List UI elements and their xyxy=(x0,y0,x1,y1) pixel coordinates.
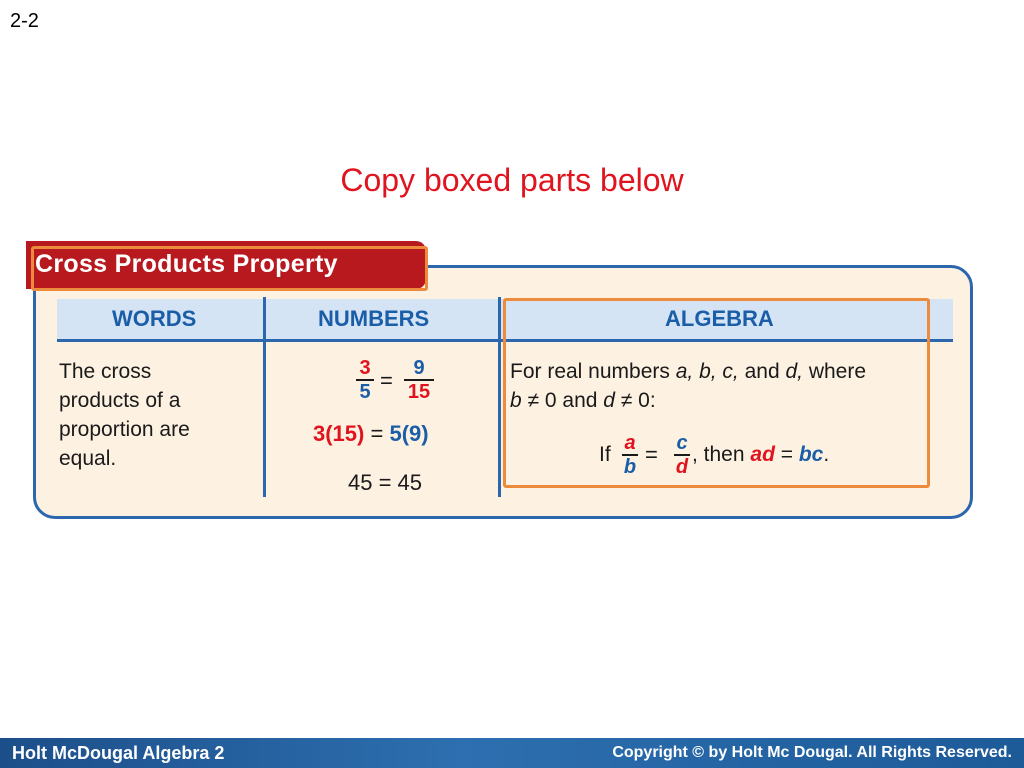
algebra-equals: = xyxy=(645,442,658,467)
frac1-denominator: 5 xyxy=(359,381,371,403)
cross-left: 3(15) xyxy=(313,421,365,446)
column-divider-2 xyxy=(498,297,501,497)
algebra-if-label: If xyxy=(599,443,611,466)
frac1-numerator: 3 xyxy=(359,357,371,379)
fraction-c-d: c d xyxy=(675,432,689,478)
algebra-highlight-box xyxy=(503,298,930,488)
words-line-3: proportion are xyxy=(59,418,190,441)
title-highlight-box xyxy=(31,246,428,291)
header-numbers: NUMBERS xyxy=(318,306,430,331)
fraction-a-b: a b xyxy=(623,432,637,478)
header-algebra: ALGEBRA xyxy=(665,306,774,331)
words-line-4: equal. xyxy=(59,447,117,470)
header-words: WORDS xyxy=(112,306,197,331)
column-divider-1 xyxy=(263,297,266,497)
words-line-1: The cross xyxy=(59,360,152,383)
property-title: Cross Products Property xyxy=(35,250,338,278)
cross-product-line: 3(15) = 5(9) xyxy=(313,421,429,446)
algebra-conclusion: , then ad = bc. xyxy=(692,443,830,466)
algebra-line-2: b ≠ 0 and d ≠ 0: xyxy=(510,389,656,412)
cross-right: 5(9) xyxy=(389,421,429,446)
frac2-denominator: 15 xyxy=(407,381,431,403)
fraction-3-5 xyxy=(356,357,374,403)
algebra-line-1: For real numbers a, b, c, and d, where xyxy=(510,360,867,383)
frac2-numerator: 9 xyxy=(413,357,425,379)
footer-copyright: Copyright © by Holt Mc Dougal. All Rights Reserved. xyxy=(612,744,1012,761)
instruction-heading: Copy boxed parts below xyxy=(340,162,684,198)
footer-course: Holt McDougal Algebra 2 xyxy=(12,743,225,763)
slide-number: 2-2 xyxy=(10,10,39,32)
numbers-equals: = xyxy=(380,368,393,393)
numbers-result: 45 = 45 xyxy=(348,470,423,495)
fraction-9-15 xyxy=(404,357,434,403)
words-line-2: products of a xyxy=(59,389,181,412)
